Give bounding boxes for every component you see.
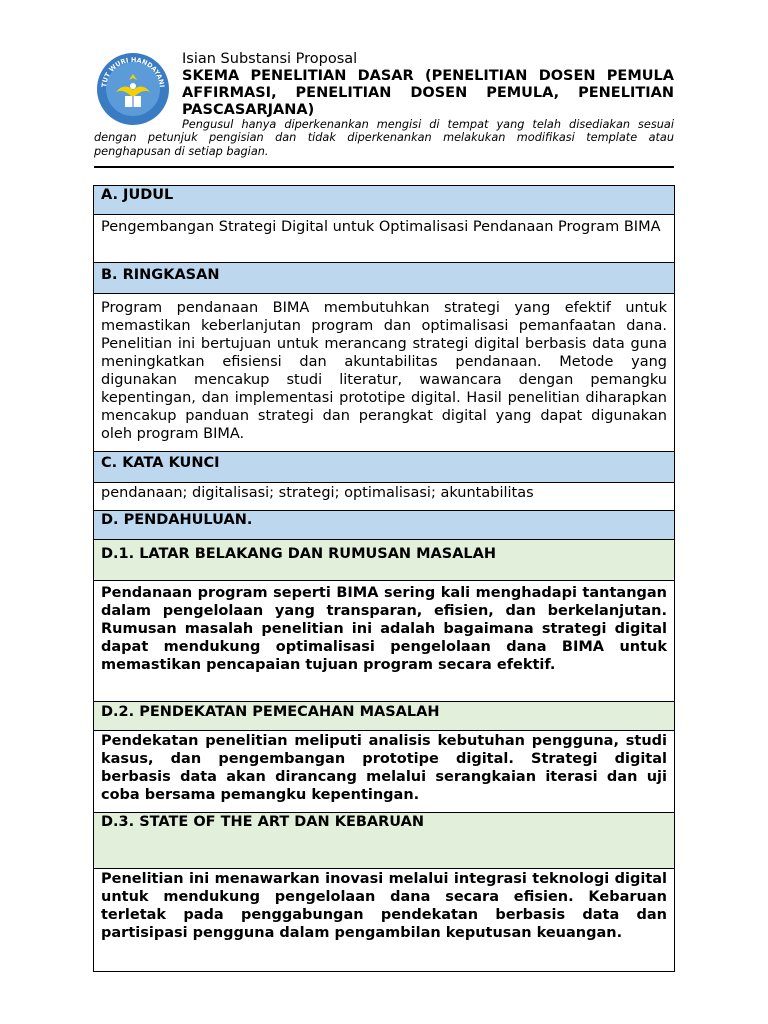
section-c-content: pendanaan; digitalisasi; strategi; optimalisasi; akuntabilitas (94, 483, 674, 511)
section-d3-content: Penelitian ini menawarkan inovasi melalui integrasi teknologi digital untuk mendukung pengelolaan dana secara efisien. Kebaruan terletak pada penggabungan pendekatan berbasis data dan partisipasi pengguna dalam pengambilan keputusan keuangan. (101, 871, 667, 941)
section-d2-heading: D.2. PENDEKATAN PEMECAHAN MASALAH (94, 702, 674, 731)
logo-text: TUT WURI HANDAYANI (100, 55, 166, 88)
section-d1-heading: D.1. LATAR BELAKANG DAN RUMUSAN MASALAH (94, 540, 674, 581)
section-a-content: Pengembangan Strategi Digital untuk Optimalisasi Pendanaan Program BIMA (94, 215, 674, 263)
section-b-heading: B. RINGKASAN (94, 263, 674, 294)
instruction-note: Pengusul hanya diperkenankan mengisi di tempat yang telah disediakan sesuai dengan petunjuk pengisian dan tidak diperkenankan melakukan modifikasi template atau penghapusan di setiap bagian. (94, 118, 674, 158)
scheme-title: SKEMA PENELITIAN DASAR (PENELITIAN DOSEN PEMULA AFFIRMASI, PENELITIAN DOSEN PEMULA, PENELITIAN PASCASARJANA) (182, 68, 674, 118)
section-d-heading: D. PENDAHULUAN. (94, 511, 674, 540)
section-d3-heading: D.3. STATE OF THE ART DAN KEBARUAN (94, 813, 674, 869)
section-d2-content: Pendekatan penelitian meliputi analisis kebutuhan pengguna, studi kasus, dan pengembangan prototipe digital. Strategi digital berbasis data akan dirancang melalui serangkaian iterasi dan uji coba bersama pemangku kepentingan. (94, 731, 674, 813)
tut-wuri-handayani-logo (94, 52, 172, 126)
section-b-content: Program pendanaan BIMA membutuhkan strategi yang efektif untuk memastikan keberlanjutan program dan optimalisasi pemanfaatan dana. Penelitian ini bertujuan untuk merancang strategi digital berbasis data guna meningkatkan efisiensi dan akuntabilitas pendanaan. Metode yang digunakan mencakup studi literatur, wawancara dengan pemangku kepentingan, dan implementasi prototipe digital. Hasil penelitian diharapkan mencakup panduan strategi dan perangkat digital yang dapat digunakan oleh program BIMA. (94, 294, 674, 452)
logo-emblem-icon (94, 52, 172, 126)
header-divider (94, 166, 674, 168)
proposal-table (93, 185, 675, 972)
proposal-subtitle: Isian Substansi Proposal (182, 51, 358, 67)
section-c-heading: C. KATA KUNCI (94, 452, 674, 483)
section-a-heading: A. JUDUL (94, 186, 674, 215)
section-d1-content: Pendanaan program seperti BIMA sering kali menghadapi tantangan dalam pengelolaan yang transparan, efisien, dan berkelanjutan. Rumusan masalah penelitian ini adalah bagaimana strategi digital dapat mendukung optimalisasi pengelolaan dana BIMA untuk memastikan pencapaian tujuan program secara efektif. (94, 581, 674, 702)
